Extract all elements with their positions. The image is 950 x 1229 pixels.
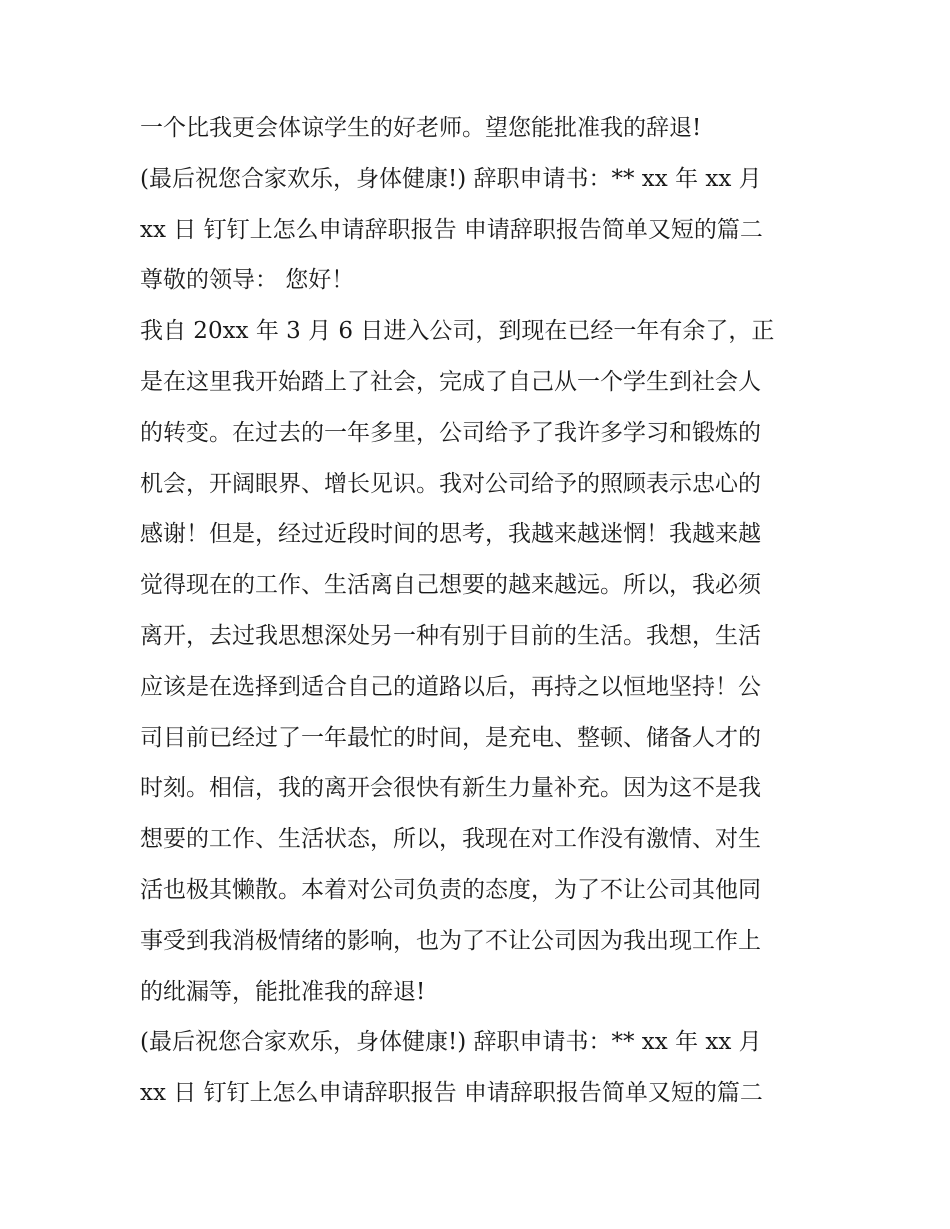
text-line: 是在这里我开始踏上了社会，完成了自己从一个学生到社会人 bbox=[140, 368, 761, 395]
text-line: 的纰漏等，能批准我的辞退! bbox=[140, 978, 426, 1005]
text-line: 觉得现在的工作、生活离自己想要的越来越远。所以，我必须 bbox=[140, 572, 761, 599]
text-line: (最后祝您合家欢乐，身体健康!) 辞职申请书：** xx 年 xx 月 bbox=[140, 1029, 762, 1056]
text-line: 想要的工作、生活状态，所以，我现在对工作没有激情、对生 bbox=[140, 826, 761, 853]
text-line: (最后祝您合家欢乐，身体健康!) 辞职申请书：** xx 年 xx 月 bbox=[140, 165, 762, 192]
text-line: 活也极其懒散。本着对公司负责的态度，为了不让公司其他同 bbox=[140, 876, 761, 903]
text-line: 应该是在选择到适合自己的道路以后，再持之以恒地坚持！公 bbox=[140, 673, 761, 700]
text-line: xx 日 钉钉上怎么申请辞职报告 申请辞职报告简单又短的篇二 bbox=[140, 216, 763, 243]
text-line: 我自 20xx 年 3 月 6 日进入公司，到现在已经一年有余了，正 bbox=[140, 318, 775, 345]
text-line: xx 日 钉钉上怎么申请辞职报告 申请辞职报告简单又短的篇二 bbox=[140, 1080, 763, 1107]
text-line: 时刻。相信，我的离开会很快有新生力量补充。因为这不是我 bbox=[140, 775, 761, 802]
document-body bbox=[140, 103, 820, 1119]
text-line: 事受到我消极情绪的影响，也为了不让公司因为我出现工作上 bbox=[140, 927, 761, 954]
text-line: 司目前已经过了一年最忙的时间，是充电、整顿、储备人才的 bbox=[140, 724, 761, 751]
salutation-line: 尊敬的领导： 您好！ bbox=[140, 267, 355, 294]
text-line: 一个比我更会体谅学生的好老师。望您能批准我的辞退! bbox=[140, 115, 702, 141]
text-line: 离开，去过我思想深处另一种有别于目前的生活。我想，生活 bbox=[140, 622, 761, 649]
text-line: 感谢！但是，经过近段时间的思考，我越来越迷惘！我越来越 bbox=[140, 521, 761, 548]
text-line: 的转变。在过去的一年多里，公司给予了我许多学习和锻炼的 bbox=[140, 419, 761, 446]
text-line: 机会，开阔眼界、增长见识。我对公司给予的照顾表示忠心的 bbox=[140, 470, 761, 497]
